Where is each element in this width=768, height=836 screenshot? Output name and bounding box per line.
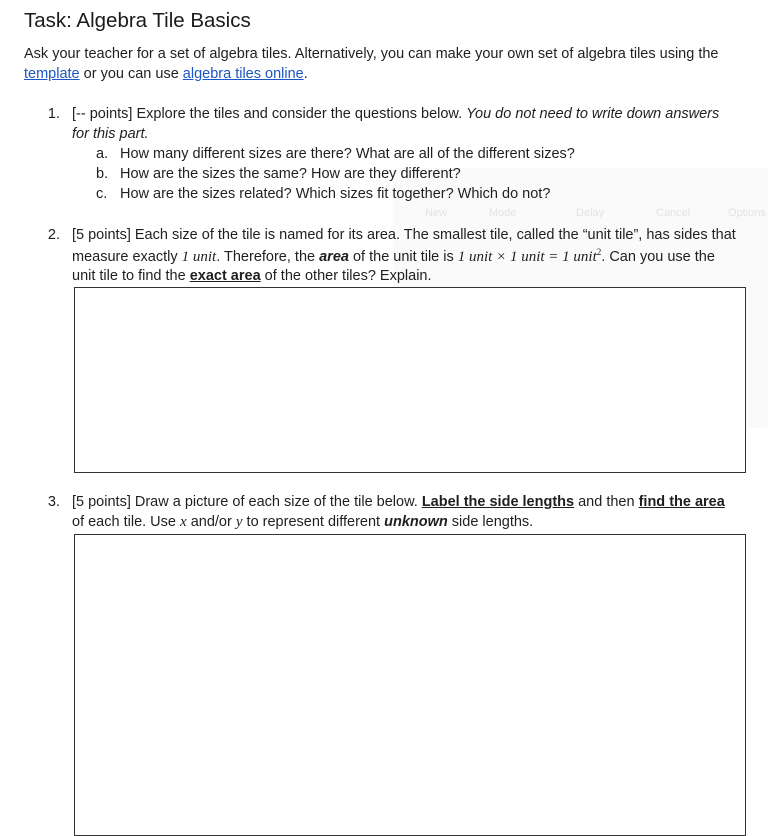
overlay-delay-button[interactable]: Delay — [576, 207, 605, 219]
intro-mid-text: or you can use — [79, 66, 183, 82]
q2-l2-a: measure exactly — [72, 248, 182, 265]
q1b-letter: b. — [96, 166, 109, 182]
q1a-letter: a. — [96, 146, 109, 162]
q2-l2-c: of the unit tile is — [348, 248, 458, 265]
q2-math-exponent: 2 — [596, 247, 602, 257]
q2-line-2 — [72, 247, 715, 266]
q2-exact-area-emphasis: exact area — [189, 268, 261, 284]
q2-l3-a: unit tile to find the — [72, 268, 190, 284]
overlay-new-button[interactable]: New — [425, 207, 448, 219]
template-link[interactable]: template — [24, 66, 80, 82]
q3-line-1 — [72, 494, 725, 510]
q3-l2-c: to represent different — [242, 514, 385, 530]
q2-area-emphasis: area — [319, 248, 349, 265]
page-title: Task: Algebra Tile Basics — [24, 9, 251, 32]
q2-line-3 — [72, 268, 432, 284]
q2-number: 2. — [47, 227, 60, 243]
q1-line-2: for this part. — [72, 126, 149, 142]
q3-l2-d: side lengths. — [447, 514, 534, 530]
q2-l2-d: . Can you use the — [601, 248, 715, 265]
q3-unknown-emphasis: unknown — [384, 514, 448, 530]
q3-line-2 — [72, 514, 533, 531]
q3-l2-a: of each tile. Use — [72, 514, 180, 530]
q1-number: 1. — [47, 106, 60, 122]
q3-l1-a: [5 points] Draw a picture of each size of the tile below. — [72, 494, 422, 510]
q3-label-side-lengths-emphasis: Label the side lengths — [421, 494, 575, 510]
q2-math-area-equation: 1 unit × 1 unit = 1 unit — [457, 248, 597, 265]
q3-answer-box[interactable] — [74, 534, 746, 836]
q2-l3-b: of the other tiles? Explain. — [260, 268, 432, 284]
q2-line-1: [5 points] Each size of the tile is named for its area. The smallest tile, called the “unit tile”, has sides that — [72, 227, 736, 243]
q2-answer-box[interactable] — [74, 287, 746, 473]
q1c-text: How are the sizes related? Which sizes fit together? Which do not? — [120, 186, 551, 202]
intro-line-2 — [24, 66, 308, 82]
q3-number: 3. — [47, 494, 60, 510]
q3-l1-b: and then — [574, 494, 639, 510]
overlay-mode-button[interactable]: Mode — [489, 207, 517, 219]
q1-prompt: [-- points] Explore the tiles and consider the questions below. — [72, 106, 467, 122]
algebra-tiles-online-link[interactable]: algebra tiles online — [182, 66, 304, 82]
q3-math-y: y — [235, 514, 243, 530]
q3-find-area-emphasis: find the area — [638, 494, 725, 510]
overlay-cancel-button[interactable]: Cancel — [656, 207, 691, 219]
q1b-text: How are the sizes the same? How are they different? — [120, 166, 461, 182]
intro-end-text: . — [303, 66, 308, 82]
q3-math-x: x — [180, 514, 187, 530]
q3-l2-b: and/or — [186, 514, 236, 530]
q1-note: You do not need to write down answers — [466, 106, 720, 122]
overlay-options-button[interactable]: Options — [728, 207, 766, 219]
q2-math-1-unit: 1 unit — [181, 248, 217, 265]
q2-l2-b: . Therefore, the — [216, 248, 320, 265]
intro-line-1: Ask your teacher for a set of algebra tiles. Alternatively, you can make your own set of algebra tiles using the — [24, 46, 719, 62]
q1-line-1 — [72, 106, 719, 122]
q1a-text: How many different sizes are there? What are all of the different sizes? — [120, 146, 575, 162]
q1c-letter: c. — [96, 186, 108, 202]
